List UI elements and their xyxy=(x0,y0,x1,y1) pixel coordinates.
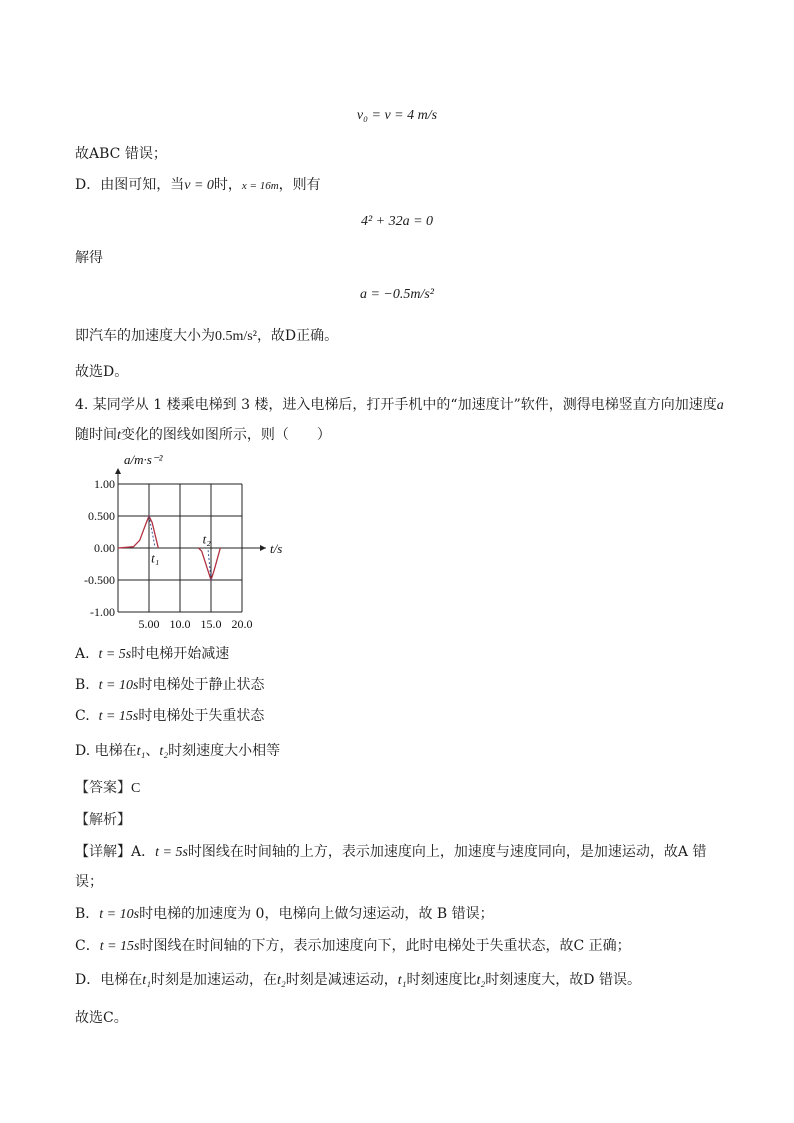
equation-a: a = −0.5m/s² xyxy=(359,287,435,302)
text-abc-wrong: 故ABC 错误； xyxy=(75,146,167,162)
equation-v0: v₀ = v = 4 m/s xyxy=(356,108,438,123)
acceleration-time-chart xyxy=(80,448,310,636)
y-tick-label: -0.500 xyxy=(84,573,115,587)
chart-grid xyxy=(118,484,242,612)
option-d[interactable]: D. 电梯在t₁、t₂时刻速度大小相等 xyxy=(75,743,281,759)
analysis-tag: 【解析】 xyxy=(75,812,131,828)
equation-4sq: 4² + 32a = 0 xyxy=(360,214,434,229)
chart-ticks xyxy=(84,477,253,631)
option-c[interactable]: C. t = 15s时电梯处于失重状态 xyxy=(75,708,265,724)
detail-d: D．电梯在t₁时刻是加速运动，在t₂时刻是减速运动，t₁时刻速度比t₂时刻速度大，故D 错误。 xyxy=(75,972,641,988)
time-axis-arrow xyxy=(260,545,266,551)
option-b[interactable]: B. t = 10s时电梯处于静止状态 xyxy=(75,677,265,693)
x-tick-label: 20.0 xyxy=(231,617,253,631)
chart-xlabel: t/s xyxy=(270,541,283,556)
y-tick-label: -1.00 xyxy=(90,605,115,619)
detail-choose: 故选C。 xyxy=(75,1010,128,1026)
x-tick-label: 15.0 xyxy=(200,617,222,631)
annotation-t1: t₁ xyxy=(151,550,160,566)
y-tick-label: 0.00 xyxy=(94,541,115,555)
text-solve: 解得 xyxy=(75,250,103,266)
annotation-t2: t₂ xyxy=(202,531,211,547)
text-choose-d: 故选D。 xyxy=(75,364,129,380)
detail-b: B．t = 10s时电梯的加速度为 0，电梯向上做匀速运动，故 B 错误； xyxy=(75,906,494,922)
text-d-condition: D．由图可知，当v = 0时，x = 16m，则有 xyxy=(75,177,321,193)
x-tick-label: 10.0 xyxy=(169,617,191,631)
detail-a-cont: 误； xyxy=(75,874,103,890)
y-tick-label: 0.500 xyxy=(88,509,115,523)
detail-c: C．t = 15s时图线在时间轴的下方，表示加速度向下，此时电梯处于失重状态，故C 正确； xyxy=(75,938,631,954)
answer-line: 【答案】C xyxy=(75,780,141,796)
question-stem-line2: 随时间t变化的图线如图所示，则（ ） xyxy=(75,427,331,443)
option-a[interactable]: A. t = 5s时电梯开始减速 xyxy=(75,646,230,662)
detail-a: 【详解】A．t = 5s时图线在时间轴的上方，表示加速度向上，加速度与速度同向，是加速运动，故A 错 xyxy=(75,844,707,860)
y-tick-label: 1.00 xyxy=(94,477,115,491)
chart-ylabel: a/m·s⁻² xyxy=(124,452,163,467)
text-accel-magnitude: 即汽车的加速度大小为0.5m/s²，故D正确。 xyxy=(75,328,339,344)
x-tick-label: 5.00 xyxy=(138,617,160,631)
chart-axes xyxy=(115,468,266,612)
y-axis-arrow xyxy=(115,468,121,474)
question-stem-line1: 4. 某同学从 1 楼乘电梯到 3 楼，进入电梯后，打开手机中的“加速度计”软件，测得电梯竖直方向加速度a xyxy=(75,397,724,413)
